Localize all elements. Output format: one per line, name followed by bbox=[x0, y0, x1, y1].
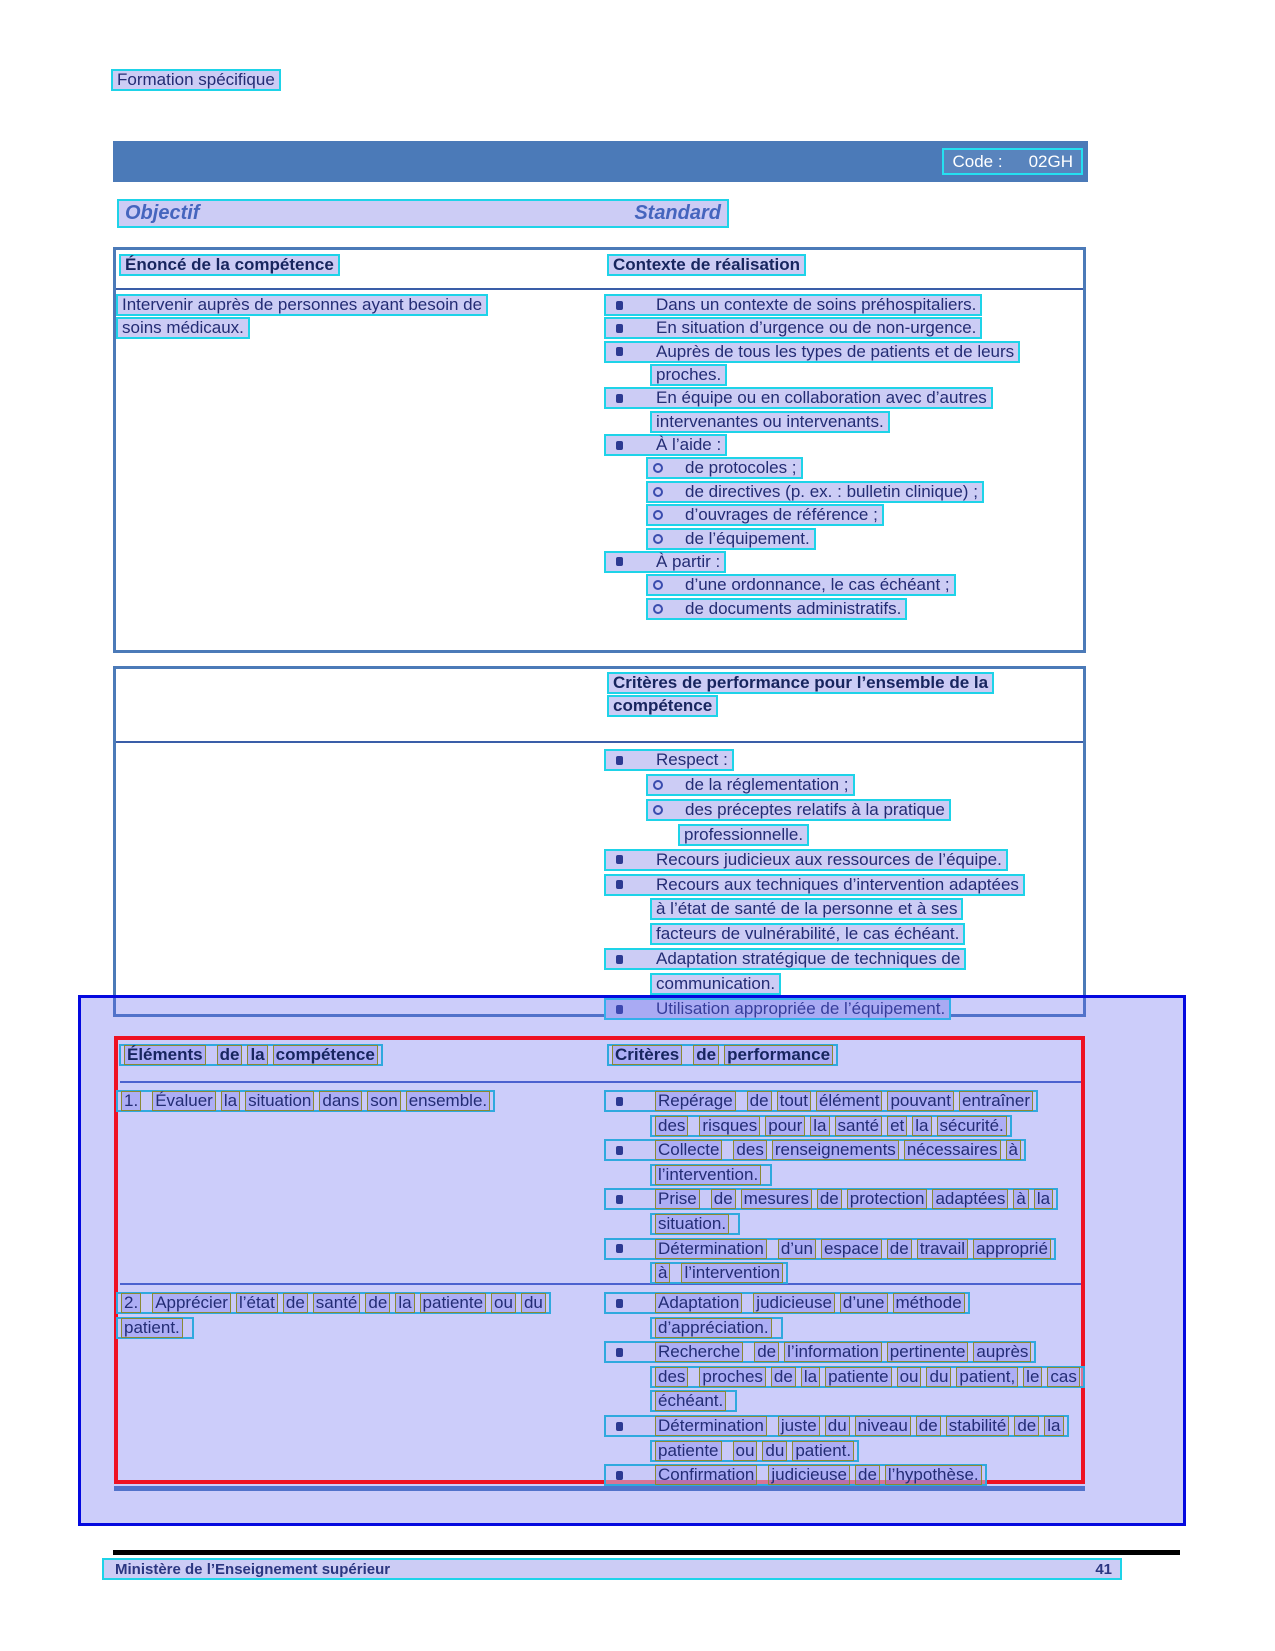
table2-bullet-line bbox=[650, 973, 781, 995]
word-box: ou bbox=[897, 1367, 922, 1387]
line-text: proches. bbox=[656, 365, 722, 385]
table1-left-line bbox=[116, 294, 488, 316]
table3-criterion-line bbox=[650, 1390, 737, 1412]
line-text bbox=[652, 1416, 1067, 1436]
line-text: Énoncé de la compétence bbox=[125, 255, 334, 274]
word-box: situation. bbox=[655, 1214, 729, 1234]
table2-header-line bbox=[607, 672, 994, 694]
bullet-icon bbox=[616, 855, 623, 864]
table2-header-line bbox=[607, 695, 718, 717]
bullet-icon bbox=[616, 324, 623, 333]
word-box: de bbox=[693, 1045, 719, 1065]
table3-element-line bbox=[116, 1292, 551, 1314]
word-box: situation bbox=[245, 1091, 314, 1111]
table3-criterion-line bbox=[604, 1139, 1026, 1161]
line-text bbox=[652, 1441, 857, 1461]
footer-page-number: 41 bbox=[1095, 1560, 1112, 1578]
bullet-icon bbox=[616, 441, 623, 450]
line-text bbox=[118, 1293, 549, 1313]
word-box: auprès bbox=[973, 1342, 1031, 1362]
word-box: niveau bbox=[855, 1416, 911, 1436]
line-text bbox=[652, 1367, 1083, 1387]
word-box: l’intervention bbox=[681, 1263, 782, 1283]
word-box: nécessaires bbox=[904, 1140, 1001, 1160]
word-box: judicieuse bbox=[753, 1293, 835, 1313]
line-text bbox=[652, 1342, 1034, 1362]
bullet-icon bbox=[616, 955, 623, 964]
word-box: entraîner bbox=[959, 1091, 1033, 1111]
word-box: la bbox=[395, 1293, 414, 1313]
word-box: Évaluer bbox=[152, 1091, 216, 1111]
word-box: patiente bbox=[825, 1367, 892, 1387]
code-badge bbox=[942, 148, 1083, 175]
line-text: compétence bbox=[613, 696, 713, 716]
line-text bbox=[609, 1045, 836, 1065]
circle-bullet-icon bbox=[653, 780, 663, 790]
line-text: facteurs de vulnérabilité, le cas échéant. bbox=[656, 924, 960, 944]
table1-bullet-line bbox=[646, 598, 907, 620]
line-text: Dans un contexte de soins préhospitaliers. bbox=[656, 295, 977, 314]
title-bar bbox=[113, 141, 1088, 182]
table1-bullet-line bbox=[604, 387, 993, 409]
table2-bullet-line bbox=[646, 774, 855, 796]
word-box: tout bbox=[777, 1091, 811, 1111]
table3-element-line bbox=[116, 1317, 194, 1339]
section-label bbox=[111, 69, 281, 91]
table1-bullet-line bbox=[604, 341, 1020, 363]
line-text: de protocoles ; bbox=[685, 458, 797, 478]
bullet-icon bbox=[616, 1471, 623, 1480]
word-box: l’hypothèse. bbox=[885, 1465, 982, 1485]
table2-bullet-line bbox=[650, 898, 963, 920]
word-box: espace bbox=[821, 1239, 882, 1259]
word-box: Apprécier bbox=[152, 1293, 231, 1313]
word-box: du bbox=[521, 1293, 546, 1313]
word-box: approprié bbox=[973, 1239, 1051, 1259]
table1-bullet-line bbox=[646, 504, 884, 526]
word-box: Critères bbox=[612, 1045, 682, 1065]
table2-bullet-line bbox=[604, 749, 734, 771]
table1-header-left bbox=[119, 254, 340, 276]
word-box: Adaptation bbox=[655, 1293, 742, 1313]
bullet-icon bbox=[616, 1422, 623, 1431]
word-box: de bbox=[817, 1189, 842, 1209]
word-box: de bbox=[283, 1293, 308, 1313]
table3-header-left bbox=[119, 1044, 383, 1066]
word-box: des bbox=[655, 1116, 688, 1136]
word-box: Détermination bbox=[655, 1416, 767, 1436]
bullet-icon bbox=[616, 756, 623, 765]
table1-bullet-line bbox=[646, 528, 816, 550]
word-box: adaptées bbox=[932, 1189, 1008, 1209]
word-box: de bbox=[711, 1189, 736, 1209]
bullet-icon bbox=[616, 1348, 623, 1357]
line-text bbox=[652, 1165, 770, 1185]
table1-bullet-line bbox=[646, 574, 956, 596]
circle-bullet-icon bbox=[653, 487, 663, 497]
table3-criterion-line bbox=[650, 1440, 859, 1462]
word-box: Recherche bbox=[655, 1342, 743, 1362]
word-box: santé bbox=[313, 1293, 361, 1313]
word-box: patient, bbox=[956, 1367, 1018, 1387]
bullet-icon bbox=[616, 301, 623, 310]
word-box: d’appréciation. bbox=[655, 1318, 772, 1338]
line-text bbox=[652, 1091, 1036, 1111]
line-text bbox=[652, 1391, 735, 1411]
word-box: ou bbox=[733, 1441, 758, 1461]
table3-criterion-line bbox=[604, 1341, 1036, 1363]
table3-criterion-line bbox=[650, 1115, 1012, 1137]
table1-bullet-line bbox=[646, 457, 803, 479]
table-enonce-header-separator bbox=[116, 288, 1083, 290]
circle-bullet-icon bbox=[653, 580, 663, 590]
objectif-standard-row bbox=[117, 199, 729, 228]
word-box: et bbox=[887, 1116, 907, 1136]
word-box: pouvant bbox=[887, 1091, 954, 1111]
word-box: d’un bbox=[778, 1239, 816, 1259]
word-box: ensemble. bbox=[406, 1091, 490, 1111]
table-criteres-header-separator bbox=[116, 741, 1083, 743]
line-text: Recours judicieux aux ressources de l’équipe. bbox=[656, 849, 1002, 869]
table3-criterion-line bbox=[604, 1238, 1056, 1260]
word-box: la bbox=[912, 1116, 931, 1136]
table1-header-right bbox=[607, 254, 806, 276]
word-box: sécurité. bbox=[937, 1116, 1007, 1136]
word-box: la bbox=[801, 1367, 820, 1387]
table1-bullet-line bbox=[650, 364, 727, 386]
word-box: la bbox=[1044, 1416, 1063, 1436]
table3-criterion-line bbox=[604, 1188, 1058, 1210]
word-box: proches bbox=[699, 1367, 765, 1387]
line-text: Respect : bbox=[656, 750, 728, 769]
word-box: des bbox=[655, 1367, 688, 1387]
word-box: patiente bbox=[655, 1441, 722, 1461]
word-box: protection bbox=[847, 1189, 928, 1209]
line-text: Critères de performance pour l’ensemble de la bbox=[613, 673, 989, 692]
table3-criterion-line bbox=[604, 1292, 970, 1314]
word-box: pertinente bbox=[887, 1342, 969, 1362]
table1-bullet-line bbox=[604, 294, 982, 316]
word-box: patiente bbox=[420, 1293, 487, 1313]
word-box: travail bbox=[917, 1239, 968, 1259]
word-box: stabilité bbox=[946, 1416, 1010, 1436]
line-text bbox=[652, 1116, 1010, 1136]
line-text: communication. bbox=[656, 974, 776, 994]
word-box: de bbox=[771, 1367, 796, 1387]
word-box: de bbox=[1014, 1416, 1039, 1436]
table3-criterion-line bbox=[650, 1164, 772, 1186]
line-text bbox=[652, 1263, 786, 1283]
bullet-icon bbox=[616, 880, 623, 889]
bullet-icon bbox=[616, 1244, 623, 1253]
table1-bullet-line bbox=[604, 434, 727, 456]
objectif-heading: Objectif bbox=[125, 202, 200, 224]
circle-bullet-icon bbox=[653, 463, 663, 473]
line-text: soins médicaux. bbox=[122, 318, 244, 338]
bullet-icon bbox=[616, 1195, 623, 1204]
word-box: Prise bbox=[655, 1189, 700, 1209]
word-box: de bbox=[365, 1293, 390, 1313]
word-box: la bbox=[221, 1091, 240, 1111]
table3-criterion-line bbox=[604, 1464, 987, 1486]
code-value: 02GH bbox=[1028, 151, 1073, 171]
word-box: mesures bbox=[741, 1189, 812, 1209]
bullet-icon bbox=[616, 557, 623, 566]
word-box: méthode bbox=[893, 1293, 965, 1313]
line-text bbox=[121, 1045, 381, 1065]
word-box: de bbox=[887, 1239, 912, 1259]
bullet-icon bbox=[616, 394, 623, 403]
word-box: patient. bbox=[121, 1318, 183, 1338]
word-box: patient. bbox=[792, 1441, 854, 1461]
line-text bbox=[652, 1239, 1054, 1259]
table3-criterion-line bbox=[604, 1090, 1038, 1112]
word-box: risques bbox=[699, 1116, 760, 1136]
table1-bullet-line bbox=[646, 481, 984, 503]
word-box: du bbox=[762, 1441, 787, 1461]
line-text: de l’équipement. bbox=[685, 528, 810, 548]
line-text: Recours aux techniques d’intervention adaptées bbox=[656, 874, 1019, 894]
word-box: juste bbox=[778, 1416, 820, 1436]
word-box: à bbox=[1013, 1189, 1028, 1209]
word-box: de bbox=[916, 1416, 941, 1436]
word-box: dans bbox=[319, 1091, 362, 1111]
line-text: Contexte de réalisation bbox=[613, 255, 801, 274]
word-box: Éléments bbox=[124, 1045, 206, 1065]
circle-bullet-icon bbox=[653, 805, 663, 815]
word-box: d’une bbox=[840, 1293, 888, 1313]
line-text: En équipe ou en collaboration avec d’autres bbox=[656, 388, 987, 408]
table2-bullet-line bbox=[604, 874, 1025, 896]
section-label-text: Formation spécifique bbox=[117, 70, 275, 89]
word-box: de bbox=[855, 1465, 880, 1485]
standard-heading: Standard bbox=[634, 202, 721, 224]
word-box: cas bbox=[1047, 1367, 1079, 1387]
table2-bullet-line bbox=[678, 824, 809, 846]
line-text: Auprès de tous les types de patients et de leurs bbox=[656, 341, 1015, 361]
line-text bbox=[652, 1293, 968, 1313]
line-text: d’ouvrages de référence ; bbox=[685, 505, 878, 525]
word-box: à bbox=[1006, 1140, 1021, 1160]
bullet-icon bbox=[616, 1146, 623, 1155]
table3-criterion-line bbox=[650, 1366, 1085, 1388]
table3-criterion-line bbox=[650, 1317, 783, 1339]
word-box: de bbox=[754, 1342, 779, 1362]
word-box: des bbox=[733, 1140, 766, 1160]
bullet-icon bbox=[616, 1299, 623, 1308]
word-box: 2. bbox=[121, 1293, 141, 1313]
code-label: Code : bbox=[952, 151, 1003, 171]
line-text: à l’état de santé de la personne et à ses bbox=[656, 899, 958, 919]
word-box: Confirmation bbox=[655, 1465, 757, 1485]
line-text: intervenantes ou intervenants. bbox=[656, 411, 884, 431]
word-box: l’intervention. bbox=[655, 1165, 761, 1185]
table1-left-line bbox=[116, 317, 250, 339]
table1-bullet-line bbox=[604, 317, 982, 339]
table3-criterion-line bbox=[604, 1415, 1069, 1437]
line-text: Adaptation stratégique de techniques de bbox=[656, 949, 961, 969]
word-box: du bbox=[926, 1367, 951, 1387]
word-box: 1. bbox=[121, 1091, 141, 1111]
word-box: échéant. bbox=[655, 1391, 726, 1411]
word-box: Collecte bbox=[655, 1140, 722, 1160]
footer bbox=[102, 1558, 1122, 1580]
word-box: Détermination bbox=[655, 1239, 767, 1259]
table1-bullet-line bbox=[604, 551, 726, 573]
word-box: la bbox=[1034, 1189, 1053, 1209]
word-box: compétence bbox=[273, 1045, 378, 1065]
word-box: pour bbox=[765, 1116, 805, 1136]
line-text: À l’aide : bbox=[656, 435, 722, 455]
word-box: de bbox=[217, 1045, 243, 1065]
line-text: Intervenir auprès de personnes ayant besoin de bbox=[122, 295, 483, 314]
circle-bullet-icon bbox=[653, 534, 663, 544]
bullet-icon bbox=[616, 1097, 623, 1106]
line-text: Utilisation appropriée de l’équipement. bbox=[656, 999, 946, 1018]
line-text bbox=[118, 1091, 493, 1111]
word-box: élément bbox=[816, 1091, 882, 1111]
line-text: professionnelle. bbox=[684, 824, 804, 844]
table3-header-right bbox=[607, 1044, 838, 1066]
circle-bullet-icon bbox=[653, 604, 663, 614]
word-box: renseignements bbox=[772, 1140, 899, 1160]
line-text: de la réglementation ; bbox=[685, 774, 849, 794]
word-box: la bbox=[247, 1045, 267, 1065]
table3-element-line bbox=[116, 1090, 495, 1112]
word-box: son bbox=[367, 1091, 400, 1111]
table2-bullet-line bbox=[650, 923, 965, 945]
footer-rule bbox=[113, 1550, 1180, 1555]
word-box: Repérage bbox=[655, 1091, 736, 1111]
word-box: judicieuse bbox=[768, 1465, 850, 1485]
table3-criterion-line bbox=[650, 1213, 740, 1235]
bullet-icon bbox=[616, 347, 623, 356]
word-box: l’information bbox=[784, 1342, 882, 1362]
line-text bbox=[652, 1214, 738, 1234]
table1-bullet-line bbox=[650, 411, 890, 433]
word-box: ou bbox=[491, 1293, 516, 1313]
line-text bbox=[118, 1318, 192, 1338]
word-box: de bbox=[747, 1091, 772, 1111]
line-text: En situation d’urgence ou de non-urgence. bbox=[656, 318, 977, 338]
word-box: du bbox=[825, 1416, 850, 1436]
word-box: performance bbox=[724, 1045, 833, 1065]
line-text bbox=[652, 1318, 781, 1338]
line-text bbox=[652, 1189, 1056, 1209]
word-box: le bbox=[1023, 1367, 1042, 1387]
line-text: d’une ordonnance, le cas échéant ; bbox=[685, 575, 950, 595]
line-text: de documents administratifs. bbox=[685, 598, 902, 618]
line-text bbox=[652, 1140, 1024, 1160]
word-box: la bbox=[810, 1116, 829, 1136]
table2-bullet-line bbox=[646, 799, 951, 821]
line-text: À partir : bbox=[656, 551, 721, 571]
table2-bullet-line bbox=[604, 948, 966, 970]
line-text: de directives (p. ex. : bulletin clinique) ; bbox=[685, 481, 978, 501]
footer-ministry: Ministère de l’Enseignement supérieur bbox=[115, 1560, 391, 1578]
word-box: à bbox=[655, 1263, 670, 1283]
word-box: santé bbox=[835, 1116, 883, 1136]
line-text: des préceptes relatifs à la pratique bbox=[685, 799, 945, 819]
table3-criterion-line bbox=[650, 1262, 788, 1284]
word-box: l’état bbox=[236, 1293, 278, 1313]
line-text bbox=[652, 1465, 985, 1485]
circle-bullet-icon bbox=[653, 510, 663, 520]
table2-bullet-line bbox=[604, 849, 1008, 871]
